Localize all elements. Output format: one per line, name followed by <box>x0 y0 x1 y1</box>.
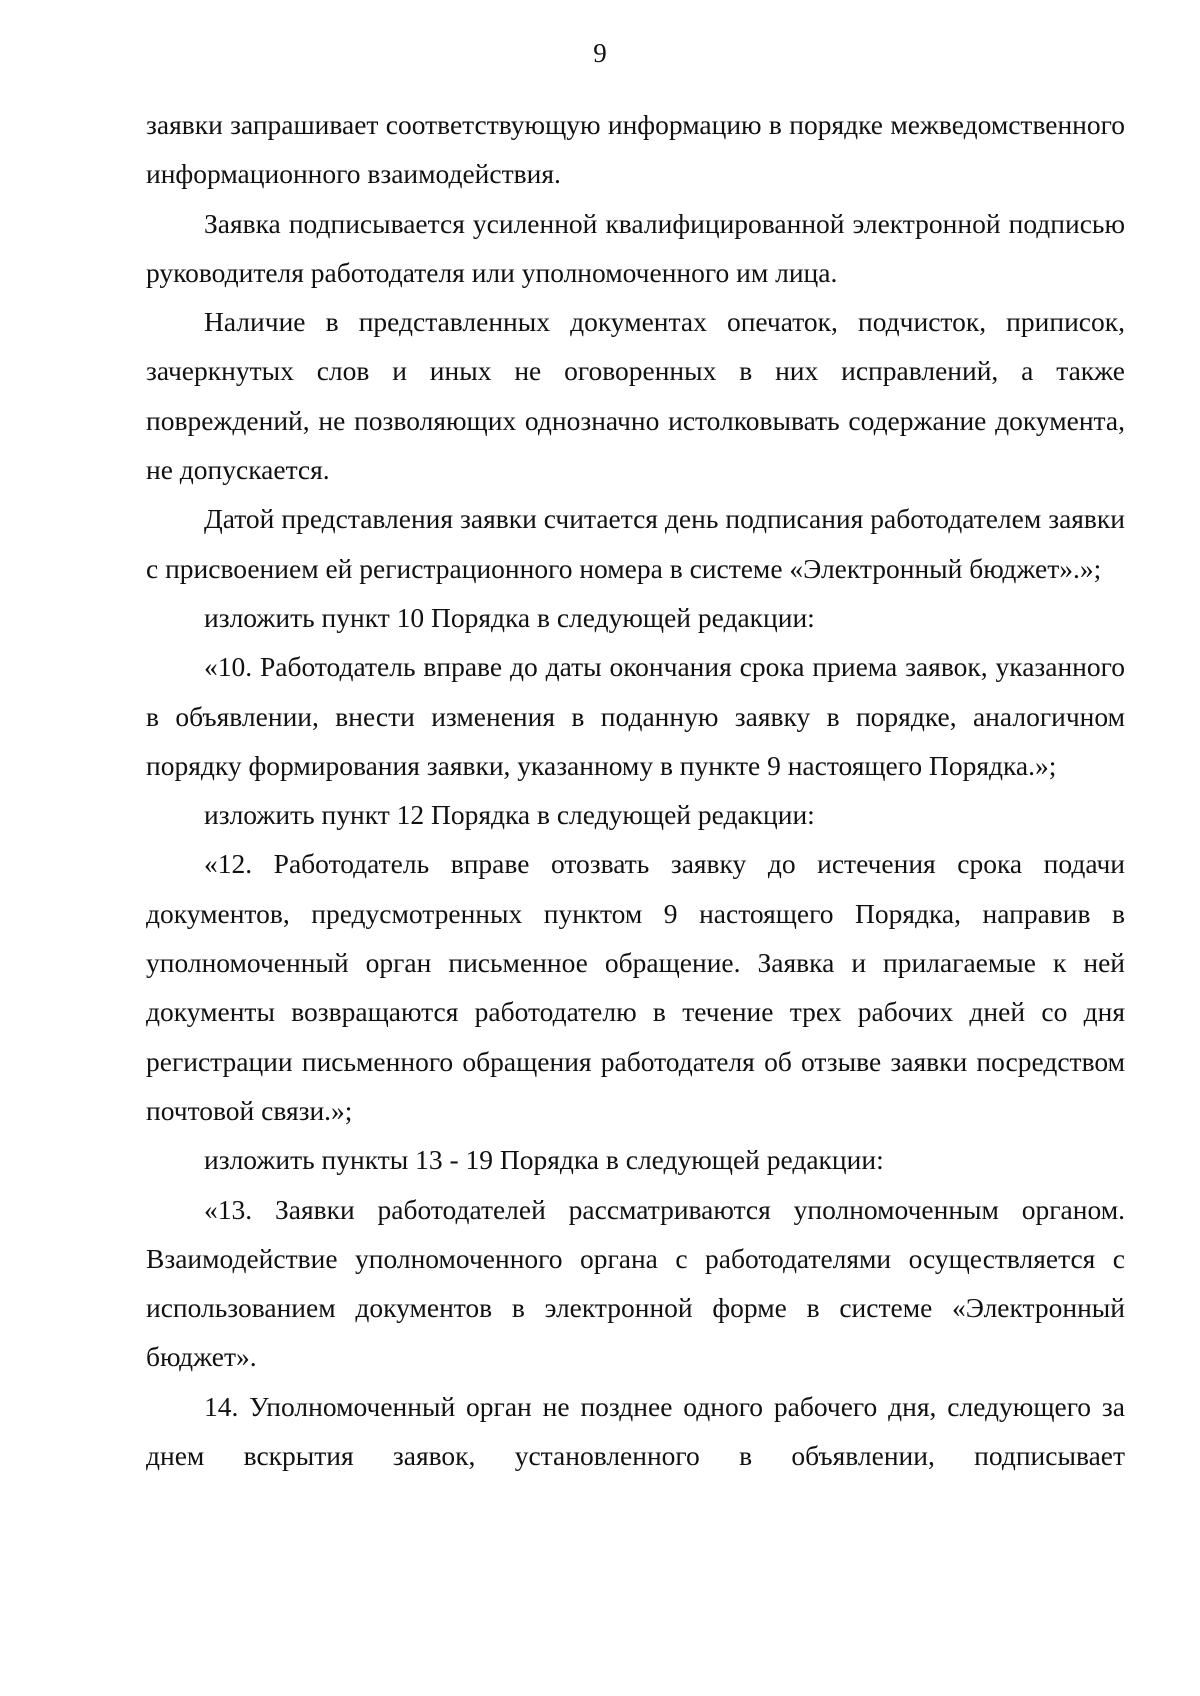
paragraph-amend-item-12: изложить пункт 12 Порядка в следующей редакции: <box>204 799 815 831</box>
paragraph-continuation: заявки запрашивает соответствующую информацию в порядке межведомственного информационного взаимодействия. <box>146 109 1125 190</box>
paragraph-item-10: «10. Работодатель вправе до даты окончания срока приема заявок, указанного в объявлении, внести изменения в поданную заявку в порядке, аналогичном порядку формирования заявки, указанному в пункте 9 настоящего Порядка.»; <box>146 651 1125 781</box>
paragraph-corrections: Наличие в представленных документах опечаток, подчисток, приписок, зачеркнутых слов и иных не оговоренных в них исправлений, а также повреждений, не позволяющих однозначно истолковывать содержание документа, не допускается. <box>146 306 1125 486</box>
paragraph-submission-date: Датой представления заявки считается день подписания работодателем заявки с присвоением ей регистрационного номера в системе «Электронный бюджет».»; <box>146 503 1125 584</box>
paragraph-item-12: «12. Работодатель вправе отозвать заявку до истечения срока подачи документов, предусмотренных пунктом 9 настоящего Порядка, направив в уполномоченный орган письменное обращение. Заявка и прилагаемые к ней документы возвращаются работодателю в течение трех рабочих дней со дня регистрации письменного обращения работодателя об отзыве заявки посредством почтовой связи.»; <box>146 848 1125 1126</box>
paragraph-signature: Заявка подписывается усиленной квалифицированной электронной подписью руководителя работодателя или уполномоченного им лица. <box>146 207 1125 288</box>
document-body <box>146 100 1125 1480</box>
paragraph-item-13: «13. Заявки работодателей рассматриваются уполномоченным органом. Взаимодействие уполномоченного органа с работодателями осуществляется с использованием документов в электронной форме в системе «Электронный бюджет». <box>146 1193 1125 1373</box>
paragraph-amend-items-13-19: изложить пункты 13 - 19 Порядка в следующей редакции: <box>204 1144 884 1176</box>
paragraph-item-14: 14. Уполномоченный орган не позднее одного рабочего дня, следующего за днем вскрытия заявок, установленного в объявлении, подписывает <box>146 1390 1125 1472</box>
paragraph-amend-item-10: изложить пункт 10 Порядка в следующей редакции: <box>204 601 815 633</box>
page-number: 9 <box>593 38 607 68</box>
